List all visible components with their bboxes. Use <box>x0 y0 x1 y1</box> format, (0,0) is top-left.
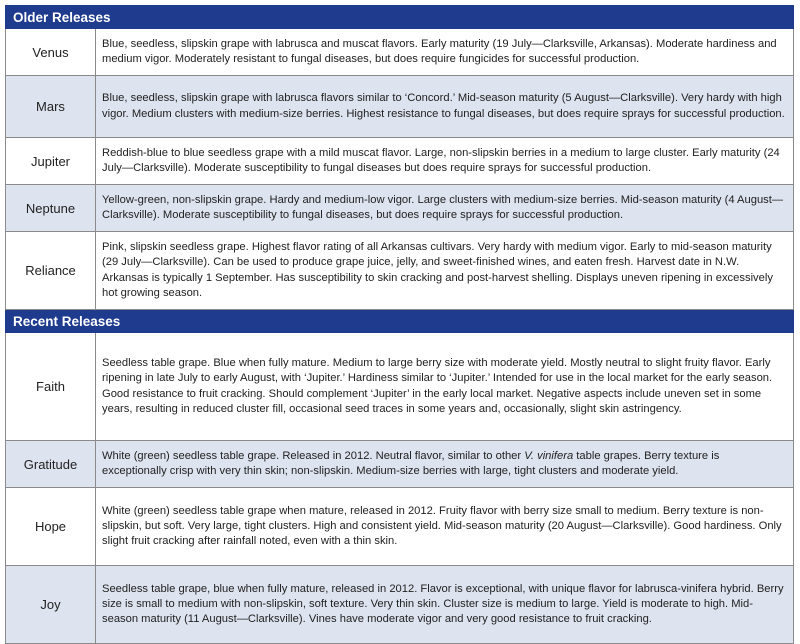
section-header-recent <box>6 310 794 333</box>
cultivar-name: Joy <box>6 566 96 644</box>
cultivar-name: Gratitude <box>6 441 96 488</box>
cultivar-description: Blue, seedless, slipskin grape with labrusca and muscat flavors. Early maturity (19 July—Clarksville, Arkansas). Moderate hardiness and medium vigor. Moderately resistant to fungal diseases, but does require fungicides for successful production. <box>96 29 794 76</box>
section-title-older: Older Releases <box>6 6 794 29</box>
description-text: White (green) seedless table grape. Released in 2012. Neutral flavor, similar to other <box>102 449 525 462</box>
grape-cultivar-table-container <box>5 5 793 644</box>
species-name: V. vinifera <box>524 449 574 462</box>
cultivar-description: Blue, seedless, slipskin grape with labrusca flavors similar to ‘Concord.’ Mid-season maturity (5 August—Clarksville). Very hardy with high vigor. Medium clusters with medium-size berries. Highest resistance to fungal diseases, but does require sprays for successful production. <box>96 76 794 138</box>
cultivar-description <box>96 441 794 488</box>
table-row <box>6 441 794 488</box>
description-text: table grapes. Berry texture is exceptionally crisp with very thin skin; non-slipskin. Medium-size berries with large, tight clusters and moderate yield. <box>102 449 720 477</box>
cultivar-description: Seedless table grape. Blue when fully mature. Medium to large berry size with moderate yield. Mostly neutral to slight fruity flavor. Early ripening in late July to early August, with ‘Jupiter.’ Hardiness similar to ‘Jupiter.’ Intended for use in the local market for the early season. Good resistance to fruit cracking. Should complement ‘Jupiter’ in the early local market. Negative aspects include uneven set in some years, resulting in reduced cluster fill, occasional seed traces in some years and, occasionally, slight skin astringency. <box>96 333 794 441</box>
cultivar-description: Yellow-green, non-slipskin grape. Hardy and medium-low vigor. Large clusters with medium-size berries. Mid-season maturity (4 August—Clarksville). Moderate susceptibility to fungal diseases, but does require sprays for successful production. <box>96 185 794 232</box>
table-row <box>6 185 794 232</box>
cultivar-name: Neptune <box>6 185 96 232</box>
table-row <box>6 29 794 76</box>
cultivar-description: Pink, slipskin seedless grape. Highest flavor rating of all Arkansas cultivars. Very hardy with medium vigor. Early to mid-season maturity (29 July—Clarksville). Can be used to produce grape juice, jelly, and sweet-finished wines, and eaten fresh. Harvest date in N.W. Arkansas is typically 1 September. Has susceptibility to skin cracking and post-harvest shelling. Displays uneven ripening in excessively hot growing season. <box>96 232 794 310</box>
table-row <box>6 488 794 566</box>
section-title-recent: Recent Releases <box>6 310 794 333</box>
cultivar-name: Hope <box>6 488 96 566</box>
table-row <box>6 232 794 310</box>
table-row <box>6 566 794 644</box>
table-row <box>6 138 794 185</box>
grape-cultivar-table <box>5 5 794 644</box>
cultivar-description: White (green) seedless table grape when mature, released in 2012. Fruity flavor with berry size small to medium. Berry texture is non-slipskin, but soft. Very large, tight clusters. High and consistent yield. Mid-season maturity (20 August—Clarksville). Good hardiness. Only slight fruit cracking after rainfall noted, even with a thin skin. <box>96 488 794 566</box>
cultivar-name: Mars <box>6 76 96 138</box>
cultivar-name: Faith <box>6 333 96 441</box>
cultivar-name: Jupiter <box>6 138 96 185</box>
cultivar-name: Venus <box>6 29 96 76</box>
cultivar-description: Seedless table grape, blue when fully mature, released in 2012. Flavor is exceptional, with unique flavor for labrusca-vinifera hybrid. Berry size is small to medium with non-slipskin, soft texture. Very thin skin. Cluster size is medium to large. Yield is moderate to high. Mid-season maturity (11 August—Clarksville). Vines have moderate vigor and very good resistance to fruit cracking. <box>96 566 794 644</box>
table-row <box>6 333 794 441</box>
cultivar-description: Reddish-blue to blue seedless grape with a mild muscat flavor. Large, non-slipskin berries in a medium to large cluster. Early maturity (24 July—Clarksville). Moderate susceptibility to fungal diseases but does require sprays for successful production. <box>96 138 794 185</box>
section-header-older <box>6 6 794 29</box>
table-row <box>6 76 794 138</box>
cultivar-name: Reliance <box>6 232 96 310</box>
